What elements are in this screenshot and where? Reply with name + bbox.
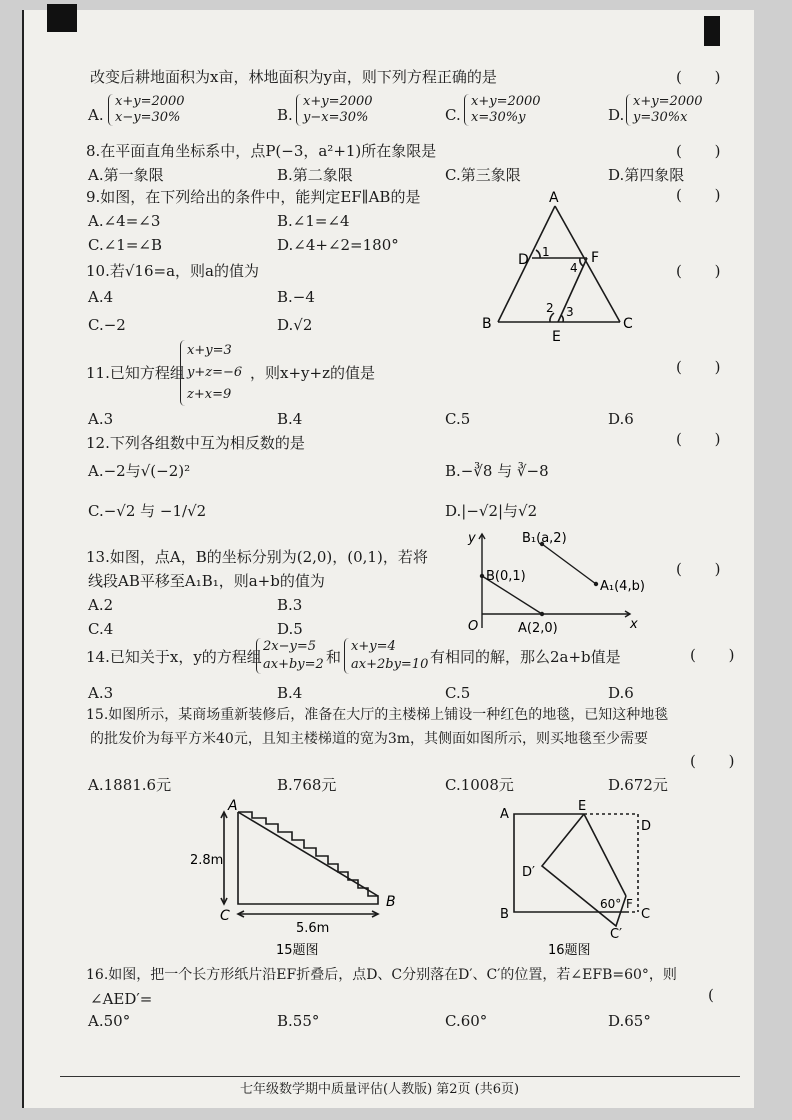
q14-stem-post: 有相同的解，那么2a+b值是 <box>430 648 621 666</box>
q14-system-2: x+y=4 ax+2by=10 <box>344 638 428 674</box>
q16-option-c: C.60° <box>445 1012 488 1030</box>
q13-stem-line2: 线段AB平移至A₁B₁，则a+b的值为 <box>88 572 325 590</box>
q15-width-label: 5.6m <box>296 921 330 936</box>
q9-label-b: B <box>482 316 492 332</box>
q12-option-a: A.−2与√(−2)² <box>88 462 191 480</box>
q9-angle-1: 1 <box>542 245 550 259</box>
q11-option-b: B.4 <box>277 410 303 428</box>
q16-folding-figure <box>494 796 664 960</box>
q9-label-a: A <box>549 190 559 206</box>
q10-option-d: D.√2 <box>277 316 313 334</box>
q15-option-d: D.672元 <box>608 776 668 794</box>
q14-option-b: B.4 <box>277 684 303 702</box>
q8-stem: 8.在平面直角坐标系中，点P(−3，a²+1)所在象限是 <box>86 142 437 160</box>
q13-stem-line1: 13.如图，点A，B的坐标分别为(2,0)，(0,1)，若将 <box>86 548 428 566</box>
q13-label-y: y <box>468 531 476 546</box>
q15-label-a: A <box>228 798 238 814</box>
q16-label-d: D <box>641 819 652 834</box>
q15-option-a: A.1881.6元 <box>88 776 172 794</box>
q9-option-b: B.∠1=∠4 <box>277 212 350 230</box>
q14-answer-paren: ( ) <box>690 646 749 664</box>
q7-stem: 改变后耕地面积为x亩，林地面积为y亩，则下列方程正确的是 <box>90 68 497 86</box>
q15-label-c: C <box>220 908 230 924</box>
q13-option-d: D.5 <box>277 620 303 638</box>
q16-caption: 16题图 <box>548 943 591 958</box>
q9-angle-2: 2 <box>546 301 554 315</box>
q10-option-b: B.−4 <box>277 288 315 306</box>
q16-option-b: B.55° <box>277 1012 320 1030</box>
q9-label-c: C <box>623 316 633 332</box>
q16-label-a: A <box>500 807 509 822</box>
q13-coordinate-figure <box>460 528 650 640</box>
q9-label-d: D <box>518 252 529 268</box>
q8-option-d: D.第四象限 <box>608 166 685 184</box>
q14-and: 和 <box>326 648 342 666</box>
q11-stem-pre: 11.已知方程组 <box>86 364 185 382</box>
q9-label-e: E <box>552 329 561 345</box>
q10-option-a: A.4 <box>88 288 114 306</box>
q12-option-d: D.|−√2|与√2 <box>445 502 538 520</box>
q16-label-c-prime: C′ <box>610 927 623 942</box>
q12-answer-paren: ( ) <box>676 430 735 448</box>
q16-label-b: B <box>500 907 509 922</box>
q15-answer-paren: ( ) <box>690 752 749 770</box>
q14-option-a: A.3 <box>88 684 114 702</box>
q15-option-c: C.1008元 <box>445 776 514 794</box>
q14-stem-pre: 14.已知关于x，y的方程组 <box>86 648 262 666</box>
q9-triangle-figure <box>470 186 650 346</box>
q12-option-c: C.−√2 与 −1/√2 <box>88 502 207 520</box>
q13-option-b: B.3 <box>277 596 303 614</box>
q8-option-a: A.第一象限 <box>88 166 164 184</box>
q11-option-a: A.3 <box>88 410 114 428</box>
q11-option-d: D.6 <box>608 410 634 428</box>
q8-option-c: C.第三象限 <box>445 166 521 184</box>
q13-label-a: A(2,0) <box>518 621 558 636</box>
q11-answer-paren: ( ) <box>676 358 735 376</box>
q16-answer-paren: ( <box>708 986 728 1004</box>
q14-system-1: 2x−y=5 ax+by=2 <box>256 638 324 674</box>
page-footer: 七年级数学期中质量评估(人教版) 第2页 (共6页) <box>240 1082 520 1097</box>
q13-label-o: O <box>468 619 479 634</box>
q13-label-a1: A₁(4,b) <box>600 579 645 594</box>
q16-angle-60: 60° <box>600 897 622 911</box>
q13-label-b1: B₁(a,2) <box>522 531 567 546</box>
q16-label-d-prime: D′ <box>522 865 535 880</box>
footer-rule <box>60 1076 740 1077</box>
q15-option-b: B.768元 <box>277 776 337 794</box>
q12-stem: 12.下列各组数中互为相反数的是 <box>86 434 305 452</box>
q10-stem: 10.若√16=a，则a的值为 <box>86 262 259 280</box>
q10-answer-paren: ( ) <box>676 262 735 280</box>
q13-label-x: x <box>630 617 638 632</box>
q9-option-d: D.∠4+∠2=180° <box>277 236 399 254</box>
q9-option-a: A.∠4=∠3 <box>88 212 161 230</box>
q15-label-b: B <box>386 894 396 910</box>
q16-label-c: C <box>641 907 651 922</box>
q13-option-c: C.4 <box>88 620 114 638</box>
q12-option-b: B.−∛8 与 ∛−8 <box>445 462 549 480</box>
q15-stem-line1: 15.如图所示，某商场重新装修后，准备在大厅的主楼梯上铺设一种红色的地毯，已知这种地毯 <box>86 707 669 723</box>
q9-label-f: F <box>591 250 600 266</box>
q16-label-e: E <box>578 799 587 814</box>
q16-option-a: A.50° <box>88 1012 131 1030</box>
q13-answer-paren: ( ) <box>676 560 735 578</box>
q9-angle-3: 3 <box>566 305 574 319</box>
q15-staircase-figure <box>188 792 408 962</box>
q15-caption: 15题图 <box>276 943 319 958</box>
corner-mark-right <box>704 16 720 46</box>
q10-option-c: C.−2 <box>88 316 126 334</box>
q16-option-d: D.65° <box>608 1012 651 1030</box>
corner-mark-left <box>47 4 77 32</box>
q9-answer-paren: ( ) <box>676 186 735 204</box>
q16-stem-line1: 16.如图，把一个长方形纸片沿EF折叠后，点D、C分别落在D′、C′的位置，若∠EFB=60°，则 <box>86 967 677 983</box>
q13-label-b: B(0,1) <box>486 569 526 584</box>
q9-angle-4: 4 <box>570 261 578 275</box>
q11-equation-system: x+y=3 y+z=−6 z+x=9 <box>180 340 242 406</box>
q7-answer-paren: ( ) <box>676 68 735 86</box>
q16-label-f: F <box>626 897 633 911</box>
q13-option-a: A.2 <box>88 596 114 614</box>
q9-stem: 9.如图，在下列给出的条件中，能判定EF∥AB的是 <box>86 188 421 206</box>
q16-stem-line2: ∠AED′= <box>90 990 153 1008</box>
q11-stem-post: ，则x+y+z的值是 <box>250 364 375 382</box>
q8-answer-paren: ( ) <box>676 142 735 160</box>
q14-option-d: D.6 <box>608 684 634 702</box>
q9-option-c: C.∠1=∠B <box>88 236 162 254</box>
q8-option-b: B.第二象限 <box>277 166 353 184</box>
q15-height-label: 2.8m <box>190 853 224 868</box>
q14-option-c: C.5 <box>445 684 471 702</box>
q15-stem-line2: 的批发价为每平方米40元，且知主楼梯道的宽为3m，其侧面如图所示，则买地毯至少需要 <box>90 731 648 747</box>
q11-option-c: C.5 <box>445 410 471 428</box>
